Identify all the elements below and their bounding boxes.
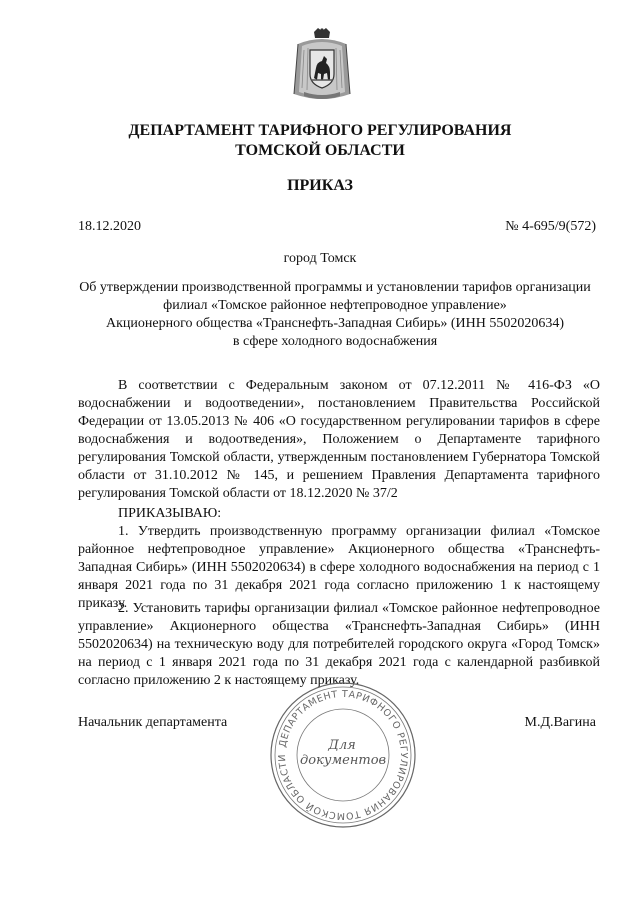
order-word: ПРИКАЗЫВАЮ: [118,506,222,521]
subject-line2: филиал «Томское районное нефтепроводное управление» [163,298,507,313]
stamp-handwriting-line2: документов [300,753,387,768]
department-title-line2: ТОМСКОЙ ОБЛАСТИ [235,142,405,159]
signatory-role: Начальник департамента [78,715,228,730]
document-city: город Томск [283,251,357,266]
subject-line4: в сфере холодного водоснабжения [232,334,438,349]
department-title [40,121,600,161]
coat-of-arms-icon [290,28,354,104]
document-type: ПРИКАЗ [287,177,353,194]
document-date: 18.12.2020 [78,219,141,234]
order-item-1: 1. Утвердить производственную программу организации филиал «Томское районное нефтепроводное управление» Акционерного общества «Транснефть-Западная Сибирь» (ИНН 5502020634) в сфере холодного водоснабжения на период с 1 января 2021 года по 31 декабря 2021 года согласно приложению 1 к настоящему приказу. [78,524,600,611]
order-item-2: 2. Установить тарифы организации филиал «Томское районное нефтепроводное управление» Акционерного общества «Транснефть-Западная Сибирь» (ИНН 5502020634) на техническую воду для потребителей городского округа «Город Томск» на период с 1 января 2021 года по 31 декабря 2021 года с календарной разбивкой согласно приложению 2 к настоящему приказу. [78,601,600,688]
stamp-handwriting-line1: Для [328,738,356,753]
subject-line1: Об утверждении производственной программы и установлении тарифов организации [79,280,591,295]
document-number: № 4-695/9(572) [505,219,596,234]
stamp-ring-text: ДЕПАРТАМЕНТ ТАРИФНОГО РЕГУЛИРОВАНИЯ ТОМСКОЙ ОБЛАСТИ [276,688,410,822]
department-title-line1: ДЕПАРТАМЕНТ ТАРИФНОГО РЕГУЛИРОВАНИЯ [128,122,512,139]
subject-line3: Акционерного общества «Транснефть-Западная Сибирь» (ИНН 5502020634) [106,316,564,331]
document-subject [70,279,600,351]
preamble-paragraph: В соответствии с Федеральным законом от 07.12.2011 № 416-ФЗ «О водоснабжении и водоотведении», постановлением Правительства Российской Федерации от 13.05.2013 № 406 «О государственном регулировании тарифов в сфере водоснабжения и водоотведения», Положением о Департаменте тарифного регулирования Томской области, утвержденным постановлением Губернатора Томской области от 31.10.2012 № 145, и решением Правления Департамента тарифного регулирования Томской области от 18.12.2020 № 37/2 [78,378,600,501]
signatory-name: М.Д.Вагина [524,715,596,730]
